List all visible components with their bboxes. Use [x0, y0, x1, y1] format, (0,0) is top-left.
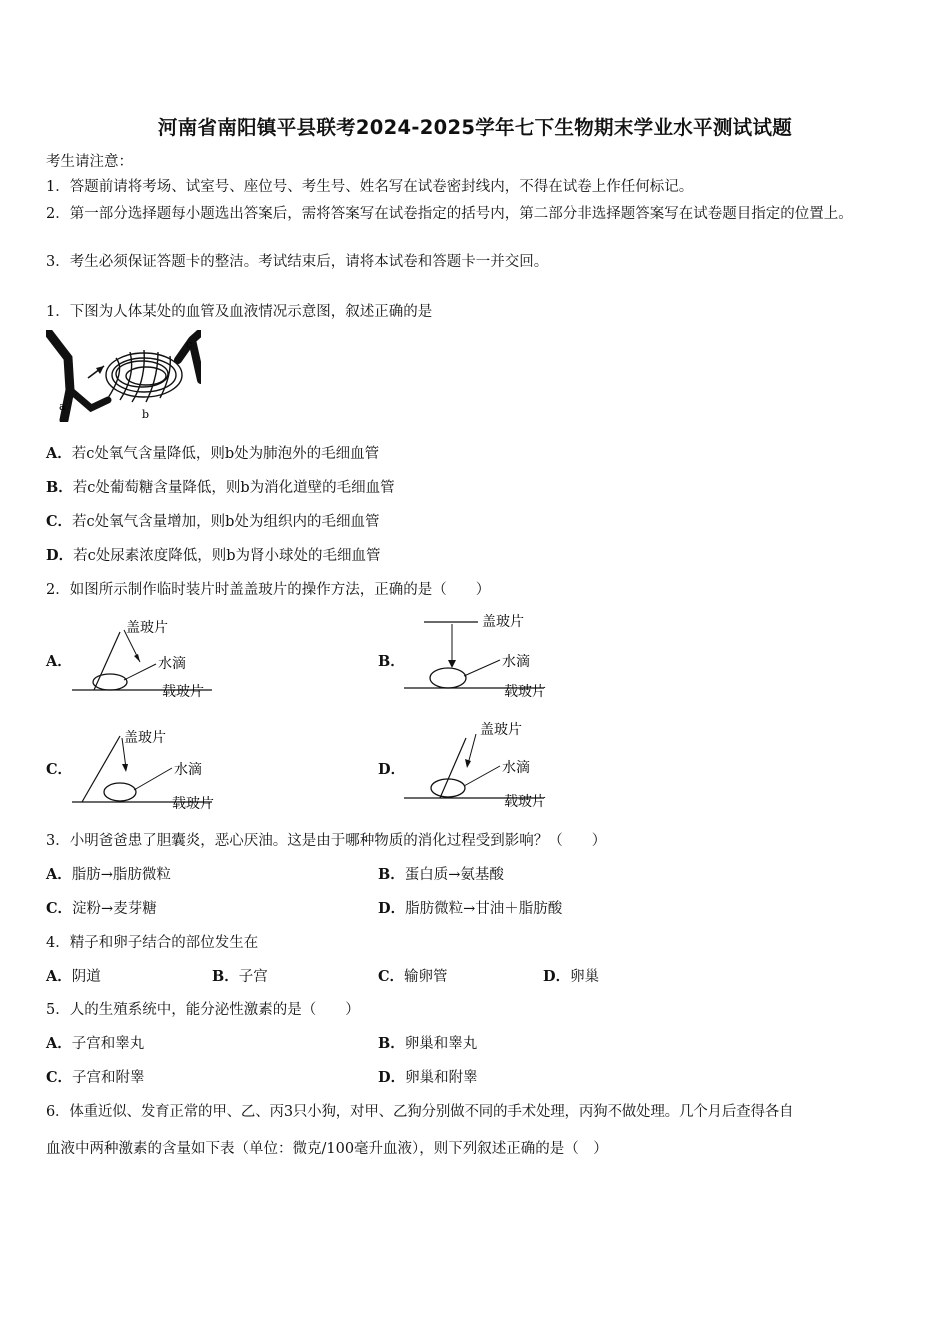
question-3-option-d: [378, 899, 562, 919]
question-5-stem: 5．人的生殖系统中，能分泌性激素的是（ ）: [46, 1002, 360, 1018]
question-5-option-a: [46, 1034, 144, 1054]
question-2-stem: 2．如图所示制作临时装片时盖盖玻片的操作方法，正确的是（ ）: [46, 582, 491, 598]
option-text: 若c处葡萄糖含量降低，则b为消化道壁的毛细血管: [72, 480, 395, 496]
option-text: 子宫和附睾: [72, 1070, 145, 1086]
question-4-option-a: [46, 967, 101, 987]
option-text: 若c处尿素浓度降低，则b为肾小球处的毛细血管: [73, 548, 381, 564]
option-text: 若c处氧气含量增加，则b处为组织内的毛细血管: [72, 514, 380, 530]
option-label: C．: [46, 1069, 73, 1086]
label-slide: 载玻片: [162, 684, 204, 700]
question-6-stem-line2: 血液中两种激素的含量如下表（单位：微克/100毫升血液），则下列叙述正确的是（ ）: [46, 1141, 608, 1157]
option-label: B．: [46, 479, 73, 496]
question-1-option-a: [46, 444, 379, 464]
question-4-option-b: [212, 967, 268, 987]
figure-label-c: c: [186, 338, 193, 351]
question-1-option-d: [46, 546, 380, 566]
question-5-option-c: [46, 1068, 145, 1088]
label-water: 水滴: [502, 760, 530, 776]
question-3-stem: 3．小明爸爸患了胆囊炎，恶心厌油。这是由于哪种物质的消化过程受到影响？（ ）: [46, 833, 607, 849]
label-cover: 盖玻片: [124, 730, 166, 746]
option-text: 蛋白质→氨基酸: [404, 867, 504, 883]
option-label: B．: [378, 866, 405, 883]
question-1-option-b: [46, 478, 395, 498]
question-2-option-a-label: A．: [46, 653, 72, 670]
label-cover: 盖玻片: [126, 620, 168, 636]
option-label: C．: [46, 513, 73, 530]
page-title: 河南省南阳镇平县联考2024-2025学年七下生物期末学业水平测试试题: [157, 116, 793, 139]
notice-item: 1．答题前请将考场、试室号、座位号、考生号、姓名写在试卷密封线内，不得在试卷上作任何标记。: [46, 179, 694, 195]
option-label: A．: [46, 445, 72, 462]
option-label: B．: [378, 1035, 405, 1052]
question-4-option-c: [378, 967, 448, 987]
option-label: D．: [378, 900, 406, 917]
option-label: D．: [378, 1069, 406, 1086]
label-water: 水滴: [158, 656, 186, 672]
option-label: D．: [46, 547, 74, 564]
option-label: A．: [46, 968, 72, 985]
question-3-option-a: [46, 865, 171, 885]
option-text: 若c处氧气含量降低，则b处为肺泡外的毛细血管: [71, 446, 380, 462]
label-slide: 载玻片: [172, 796, 214, 812]
question-4-option-d: [543, 967, 599, 987]
blood-vessel-figure: [46, 330, 201, 426]
question-2-option-c-label: C．: [46, 761, 73, 778]
label-water: 水滴: [502, 654, 530, 670]
option-label: C．: [46, 900, 73, 917]
option-text: 卵巢和睾丸: [404, 1036, 478, 1052]
notice-item: 2．第一部分选择题每小题选出答案后，需将答案写在试卷指定的括号内，第二部分非选择题答案写在试卷题目指定的位置上。: [46, 206, 853, 222]
label-water: 水滴: [174, 762, 202, 778]
option-text: 子宫: [238, 969, 268, 985]
option-label: D．: [543, 968, 571, 985]
option-label: C．: [378, 968, 405, 985]
option-text: 阴道: [71, 969, 101, 985]
label-cover: 盖玻片: [482, 614, 524, 630]
question-4-stem: 4．精子和卵子结合的部位发生在: [46, 935, 259, 951]
option-text: 脂肪微粒→甘油＋脂肪酸: [405, 901, 563, 917]
option-label: A．: [46, 866, 72, 883]
option-text: 淀粉→麦芽糖: [72, 901, 157, 917]
question-3-option-b: [378, 865, 504, 885]
question-5-option-b: [378, 1034, 477, 1054]
coverslip-diagram-d: [404, 716, 564, 815]
figure-label-a: a: [59, 400, 66, 413]
label-slide: 载玻片: [504, 794, 546, 810]
option-label: A．: [46, 1035, 72, 1052]
question-6-stem-line1: 6．体重近似、发育正常的甲、乙、丙3只小狗，对甲、乙狗分别做不同的手术处理，丙狗不做处理。几个月后查得各自: [46, 1104, 794, 1120]
question-1-option-c: [46, 512, 379, 532]
coverslip-diagram-c: [72, 722, 232, 821]
question-3-option-c: [46, 899, 157, 919]
option-text: 子宫和睾丸: [71, 1036, 145, 1052]
option-text: 输卵管: [404, 969, 448, 985]
option-text: 卵巢: [570, 969, 600, 985]
option-text: 脂肪→脂肪微粒: [71, 867, 171, 883]
label-cover: 盖玻片: [480, 722, 522, 738]
option-text: 卵巢和附睾: [405, 1070, 478, 1086]
notice-heading: 考生请注意：: [46, 154, 133, 170]
coverslip-diagram-b: [404, 610, 564, 709]
option-label: B．: [212, 968, 239, 985]
coverslip-diagram-a: [72, 612, 232, 711]
question-5-option-d: [378, 1068, 478, 1088]
figure-label-b: b: [142, 408, 150, 421]
question-2-option-d-label: D．: [378, 761, 406, 778]
notice-item: 3．考生必须保证答题卡的整洁。考试结束后，请将本试卷和答题卡一并交回。: [46, 254, 549, 270]
question-2-option-b-label: B．: [378, 653, 405, 670]
question-1-stem: 1．下图为人体某处的血管及血液情况示意图，叙述正确的是: [46, 304, 433, 320]
label-slide: 载玻片: [504, 684, 546, 700]
